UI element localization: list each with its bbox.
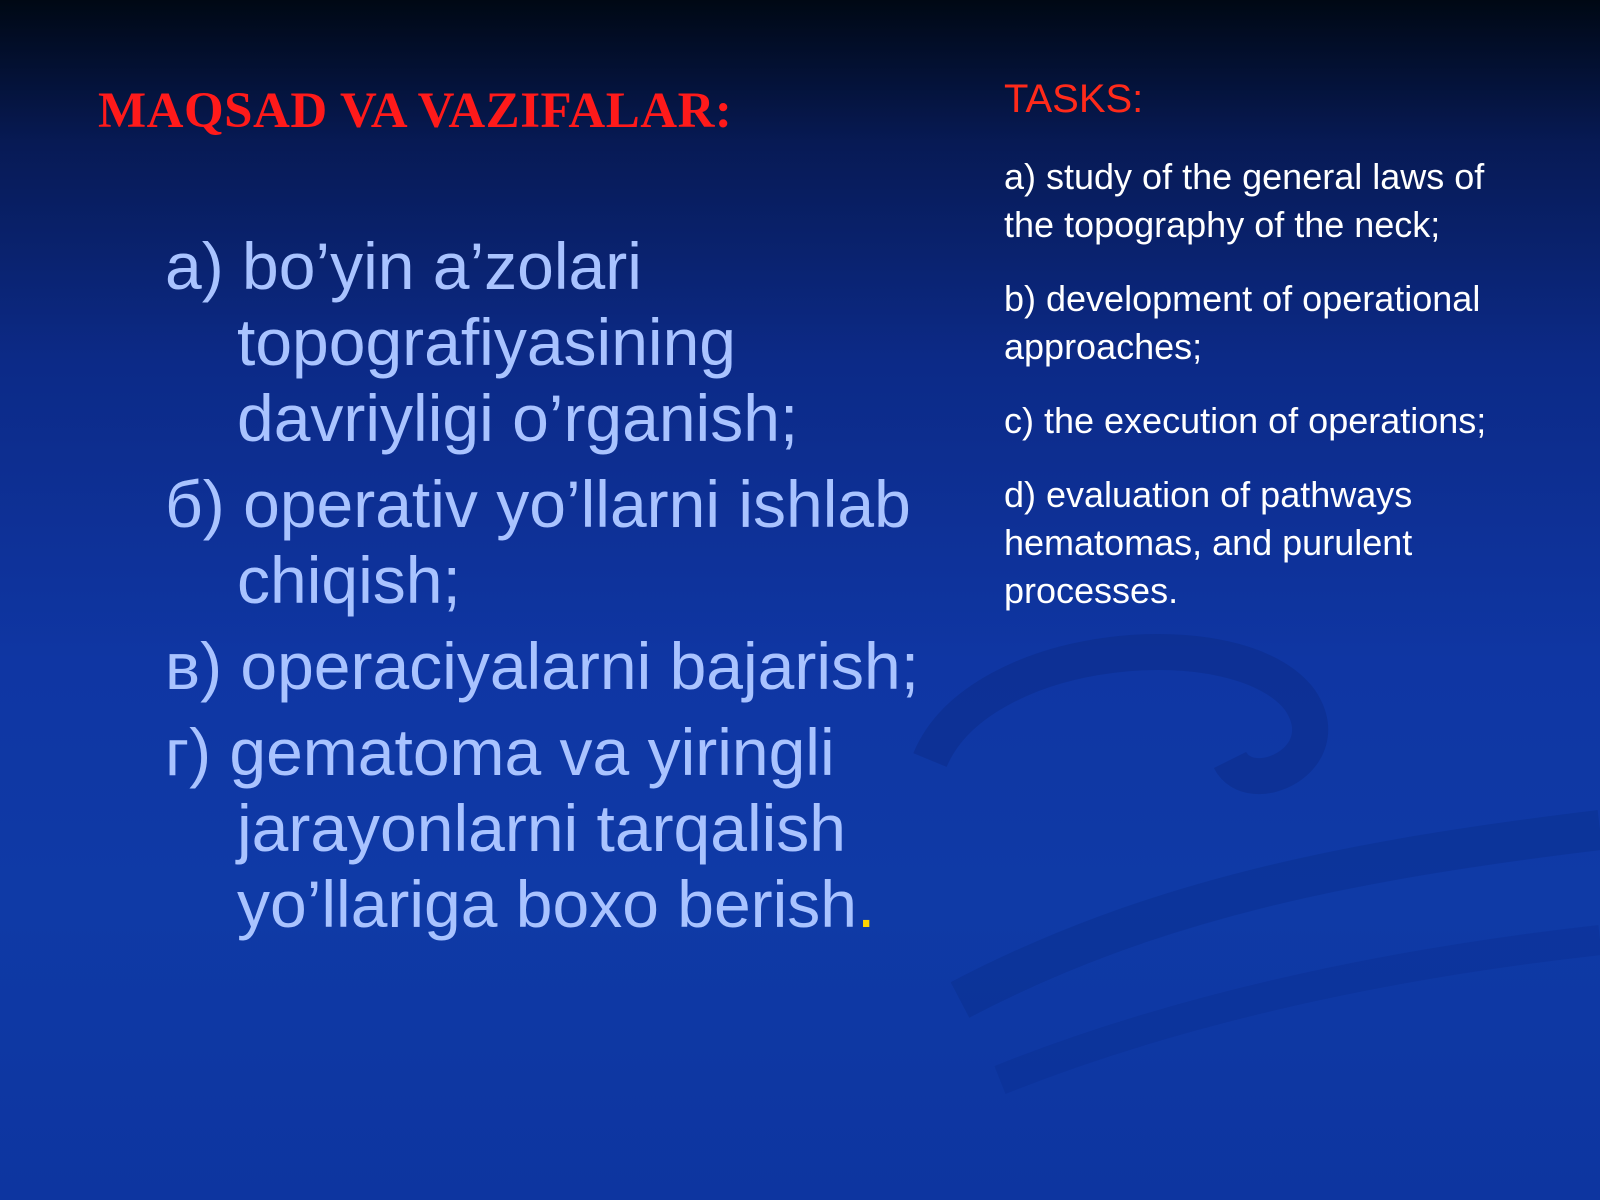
list-item: б) operativ yo’llarni ishlab chiqish; xyxy=(165,467,911,617)
list-item: c) the execution of operations; xyxy=(1004,400,1487,441)
final-period: . xyxy=(857,867,876,941)
list-item: г) gematoma va yiringli jarayonlarni tarqalish yo’llariga boxo berish. xyxy=(165,715,876,941)
tasks-list-english xyxy=(1004,153,1524,641)
list-item: а) bo’yin a’zolari topografiyasining davriyligi o’rganish; xyxy=(165,229,799,455)
list-item: в) operaciyalarni bajarish; xyxy=(165,629,920,703)
list-item: b) development of operational approaches; xyxy=(1004,278,1481,367)
slide-title: MAQSAD VA VAZIFALAR: xyxy=(98,83,733,139)
objectives-list-uzbek xyxy=(165,228,945,952)
tasks-heading: TASKS: xyxy=(1004,77,1144,121)
list-item: d) evaluation of pathways hematomas, and purulent processes. xyxy=(1004,474,1413,611)
list-item: a) study of the general laws of the topography of the neck; xyxy=(1004,156,1485,245)
